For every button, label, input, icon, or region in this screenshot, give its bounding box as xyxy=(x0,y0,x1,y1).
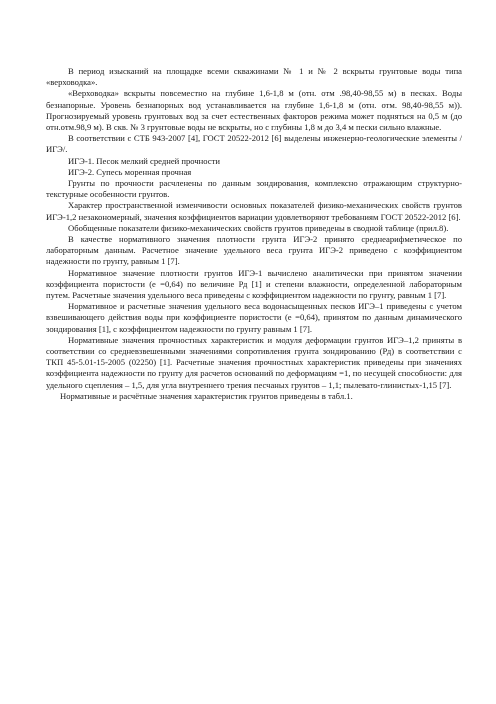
paragraph-table-reference: Нормативные и расчётные значения характеристик грунтов приведены в табл.1. xyxy=(60,390,353,401)
paragraph-ige-standards: В соответствии с СТБ 943-2007 [4], ГОСТ 20522-2012 [6] выделены инженерно-геологические элементы /ИГЭ/. xyxy=(46,133,462,155)
paragraph-density-ige2: В качестве нормативного значения плотности грунта ИГЭ-2 принято среднеарифметическое по лабораторным данным. Расчетное значение удельного веса грунта ИГЭ-2 приведено с коэффициентом надежности по грунту, равным 1 [7]. xyxy=(46,234,462,267)
paragraph-ige-2: ИГЭ-2. Супесь моренная прочная xyxy=(68,166,192,177)
paragraph-summary-table: Обобщенные показатели физико-механических свойств грунтов приведены в сводной таблице (прил.8). xyxy=(68,222,449,233)
paragraph-strength-division: Грунты по прочности расчленены по данным зондирования, комплексно отражающим структурно-текстурные особенности грунтов. xyxy=(46,178,462,200)
paragraph-strength-deformation: Нормативные значения прочностных характеристик и модуля деформации грунтов ИГЭ–1,2 приняты в соответствии со средневзвешенными значениями сопротивления грунта зондированию (Рд) в соответствии с ТКП 45-5.01-15-2005 (02250) [1]. Расчетные значения прочностных характеристик приведены при значениях коэффициента надежности по грунту для расчетов оснований по деформациям =1, по несущей способности: для удельного сцепления – 1,5, для угла внутреннего трения песчаных грунтов – 1,1; пылевато-глинистых-1,15 [7]. xyxy=(46,334,462,390)
document-page xyxy=(46,66,462,402)
paragraph-verkhovodka-depth: «Верховодка» вскрыты повсеместно на глубине 1,6-1,8 м (отн. отм .98,40-98,55 м) в песках. Воды безнапорные. Уровень безнапорных вод устанавливается на глубине 1,6-1,8 м (отн. отм. 98,40-98,55 м)). Прогнозируемый уровень грунтовых вод за счет естественных факторов режима может подняться на 0,5 м (до отн.отм.98,9 м). В скв. № 3 грунтовые воды не вскрыты, но с глубины 1,8 м до 3,4 м пески сильно влажные. xyxy=(46,88,462,133)
paragraph-groundwater-intro: В период изысканий на площадке всеми скважинами № 1 и № 2 вскрыты грунтовые воды типа «верховодка». xyxy=(46,66,462,88)
paragraph-ige-1: ИГЭ-1. Песок мелкий средней прочности xyxy=(68,155,220,166)
paragraph-density-ige1: Нормативное значение плотности грунтов ИГЭ-1 вычислено аналитически при принятом значении коэффициента пористости (е =0,64) по величине Рд [1] и степени влажности, определенной лабораторным путем. Расчетные значения удельного веса приведены с коэффициентом надежности по грунту, равным 1 [7]. xyxy=(46,267,462,301)
paragraph-spatial-variability: Характер пространственной изменчивости основных показателей физико-механических свойств грунтов ИГЭ-1,2 незакономерный, значения коэффициентов вариации удовлетворяют требованиям ГОСТ 20522-2012 [6]. xyxy=(46,200,462,222)
paragraph-saturated-sands: Нормативное и расчетные значения удельного веса водонасыщенных песков ИГЭ–1 приведены с учетом взвешивающего действия воды при коэффициенте пористости (е =0,64), принятом по данным динамического зондирования [1], с коэффициентом надежности по грунту равным 1 [7]. xyxy=(46,301,462,334)
